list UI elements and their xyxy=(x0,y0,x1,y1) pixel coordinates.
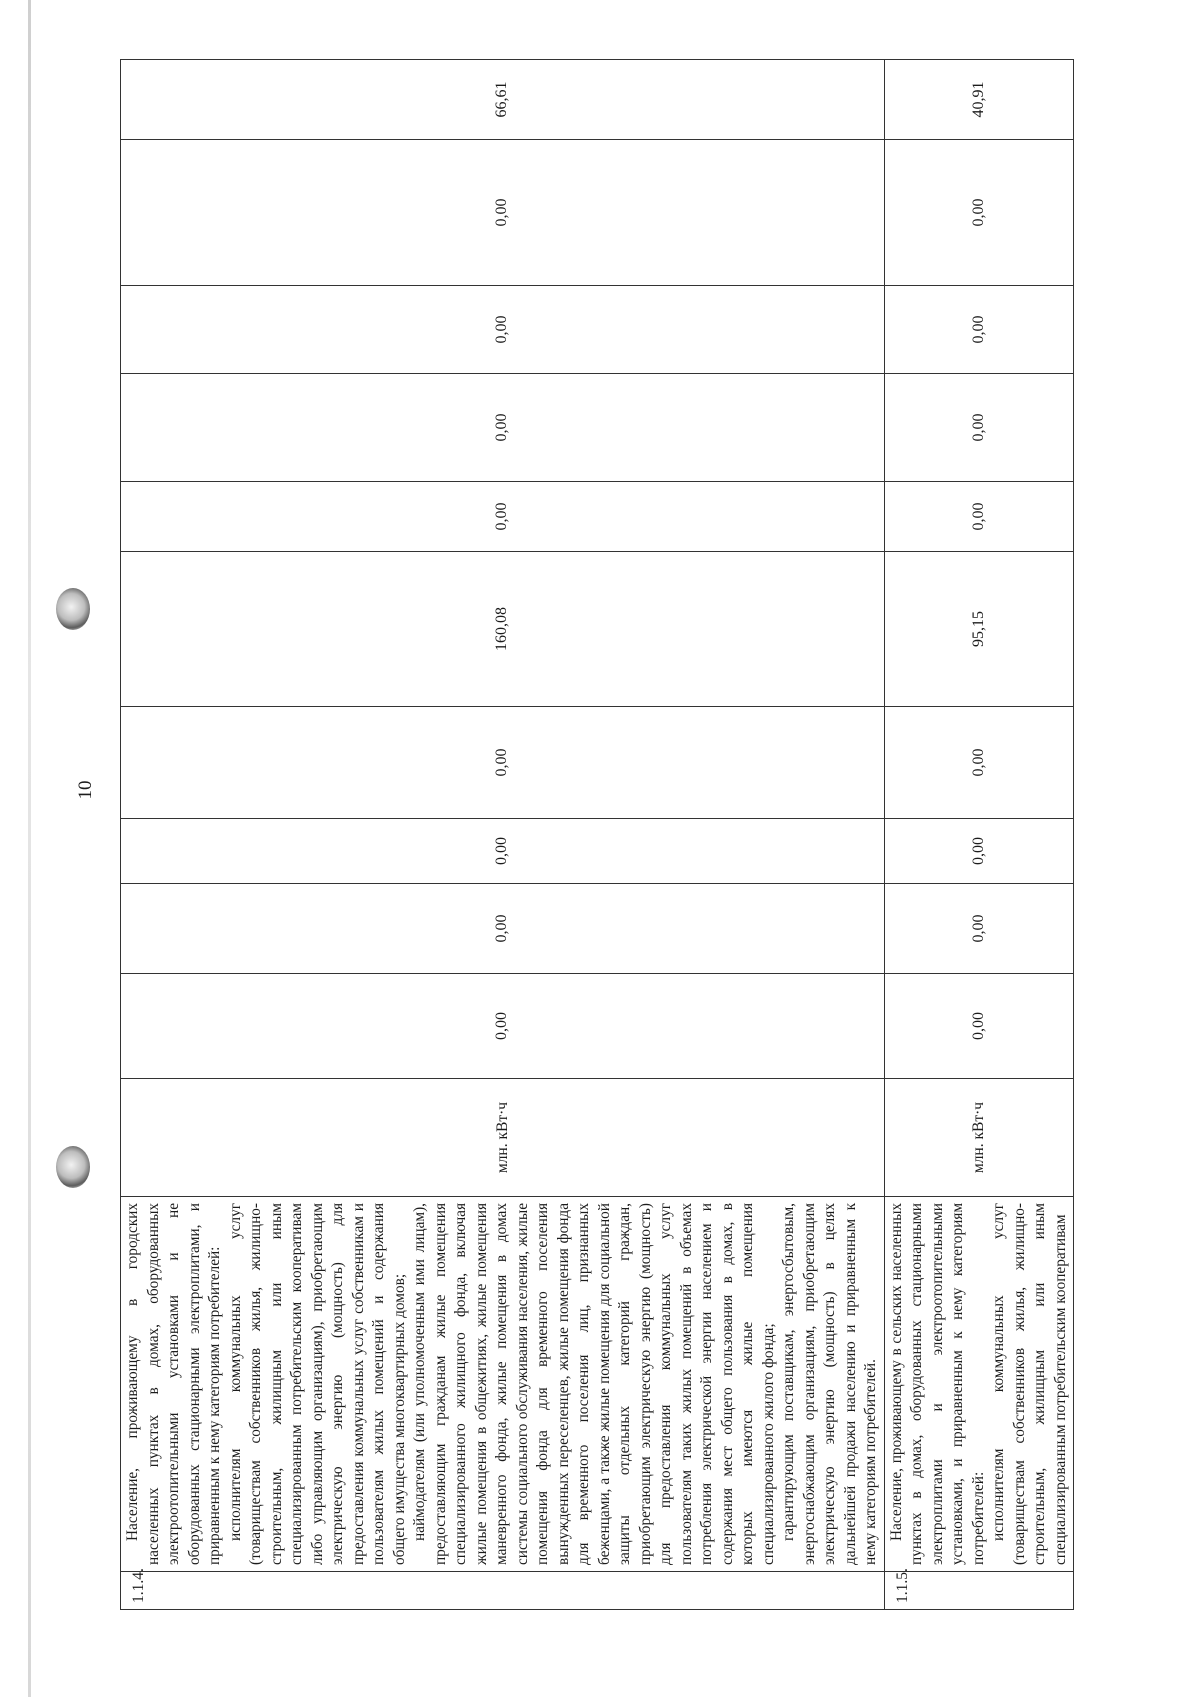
value-cell: 0,00 xyxy=(884,140,1074,286)
value-cell: 0,00 xyxy=(884,286,1074,374)
value-cell: 0,00 xyxy=(121,482,885,552)
description-paragraph: Население, проживающему в городских населенных пунктах в домах, оборудованных электроотопительными установками и не оборудованных стационарными электроплитами, и приравненным к нему категориям потребителей: xyxy=(124,1203,223,1565)
binding-hole xyxy=(56,1146,90,1188)
description-paragraph: наймодателям (или уполномоченным ими лицам), предоставляющим гражданам жилые помещения специализированного жилищного фонда, включая жилые помещения в общежитиях, жилые помещения маневренного фонда, жилые помещения в домах системы социального обслуживания населения, жилые помещения фонда для временного поселения вынужденных переселенцев, жилые помещения фонда для временного поселения лиц, признанных беженцами, а также жилые помещения для социальной защиты отдельных категорий граждан, приобретающим электрическую энергию (мощность) для предоставления коммунальных услуг пользователям таких жилых помещений в объемах потребления электрической энергии населением и содержания мест общего пользования в домах, в которых имеются жилые помещения специализированного жилого фонда; xyxy=(411,1203,777,1565)
table-row xyxy=(121,60,885,1610)
tariff-balance-table xyxy=(120,59,1074,1610)
description-paragraph: Население, проживающему в сельских населенных пунктах в домах, оборудованных стационарными электроплитами и электроотопительными установками, и приравненным к нему категориям потребителей: xyxy=(887,1203,987,1565)
value-cell: 0,00 xyxy=(884,974,1074,1079)
description-paragraph: гарантирующим поставщикам, энергосбытовым, энергоснабжающим организациям, приобретающим электрическую энергию (мощность) в целях дальнейшей продажи населению и приравненным к нему категориям потребителей. xyxy=(780,1203,879,1565)
value-cell: 0,00 xyxy=(121,140,885,286)
value-cell: 0,00 xyxy=(121,819,885,884)
value-cell: 0,00 xyxy=(121,374,885,482)
value-cell: 66,61 xyxy=(121,60,885,140)
value-cell: 0,00 xyxy=(884,884,1074,974)
value-cell: 0,00 xyxy=(121,884,885,974)
page-number: 10 xyxy=(75,780,96,800)
row-code: 1.1.4. xyxy=(121,1572,885,1610)
row-description xyxy=(884,1197,1074,1572)
scan-edge-line xyxy=(28,0,31,1697)
value-cell: 0,00 xyxy=(121,974,885,1079)
value-cell: 0,00 xyxy=(884,707,1074,819)
value-cell: 0,00 xyxy=(884,374,1074,482)
description-paragraph: исполнителям коммунальных услуг (товариществам собственников жилья, жилищно-строительным, жилищным или иным специализированным потребительским кооперативам либо управляющим организациям), приобретающим электрическую энергию (мощность) для предоставления коммунальных услуг собственникам и пользователям жилых помещений и содержания общего имущества многоквартирных домов; xyxy=(226,1203,408,1565)
value-cell: 0,00 xyxy=(121,286,885,374)
unit-cell: млн. кВт·ч xyxy=(884,1079,1074,1197)
value-cell: 40,91 xyxy=(884,60,1074,140)
unit-cell: млн. кВт·ч xyxy=(121,1079,885,1197)
value-cell: 95,15 xyxy=(884,552,1074,707)
description-paragraph: исполнителям коммунальных услуг (товариществам собственников жилья, жилищно-строительным, жилищным или иным специализированным потребительским кооперативам xyxy=(990,1203,1069,1565)
value-cell: 160,08 xyxy=(121,552,885,707)
table-row xyxy=(884,60,1074,1610)
rotated-table-container xyxy=(120,60,1090,1610)
value-cell: 0,00 xyxy=(884,819,1074,884)
row-code: 1.1.5. xyxy=(884,1572,1074,1610)
value-cell: 0,00 xyxy=(121,707,885,819)
row-description xyxy=(121,1197,885,1572)
binding-hole xyxy=(56,588,90,630)
value-cell: 0,00 xyxy=(884,482,1074,552)
